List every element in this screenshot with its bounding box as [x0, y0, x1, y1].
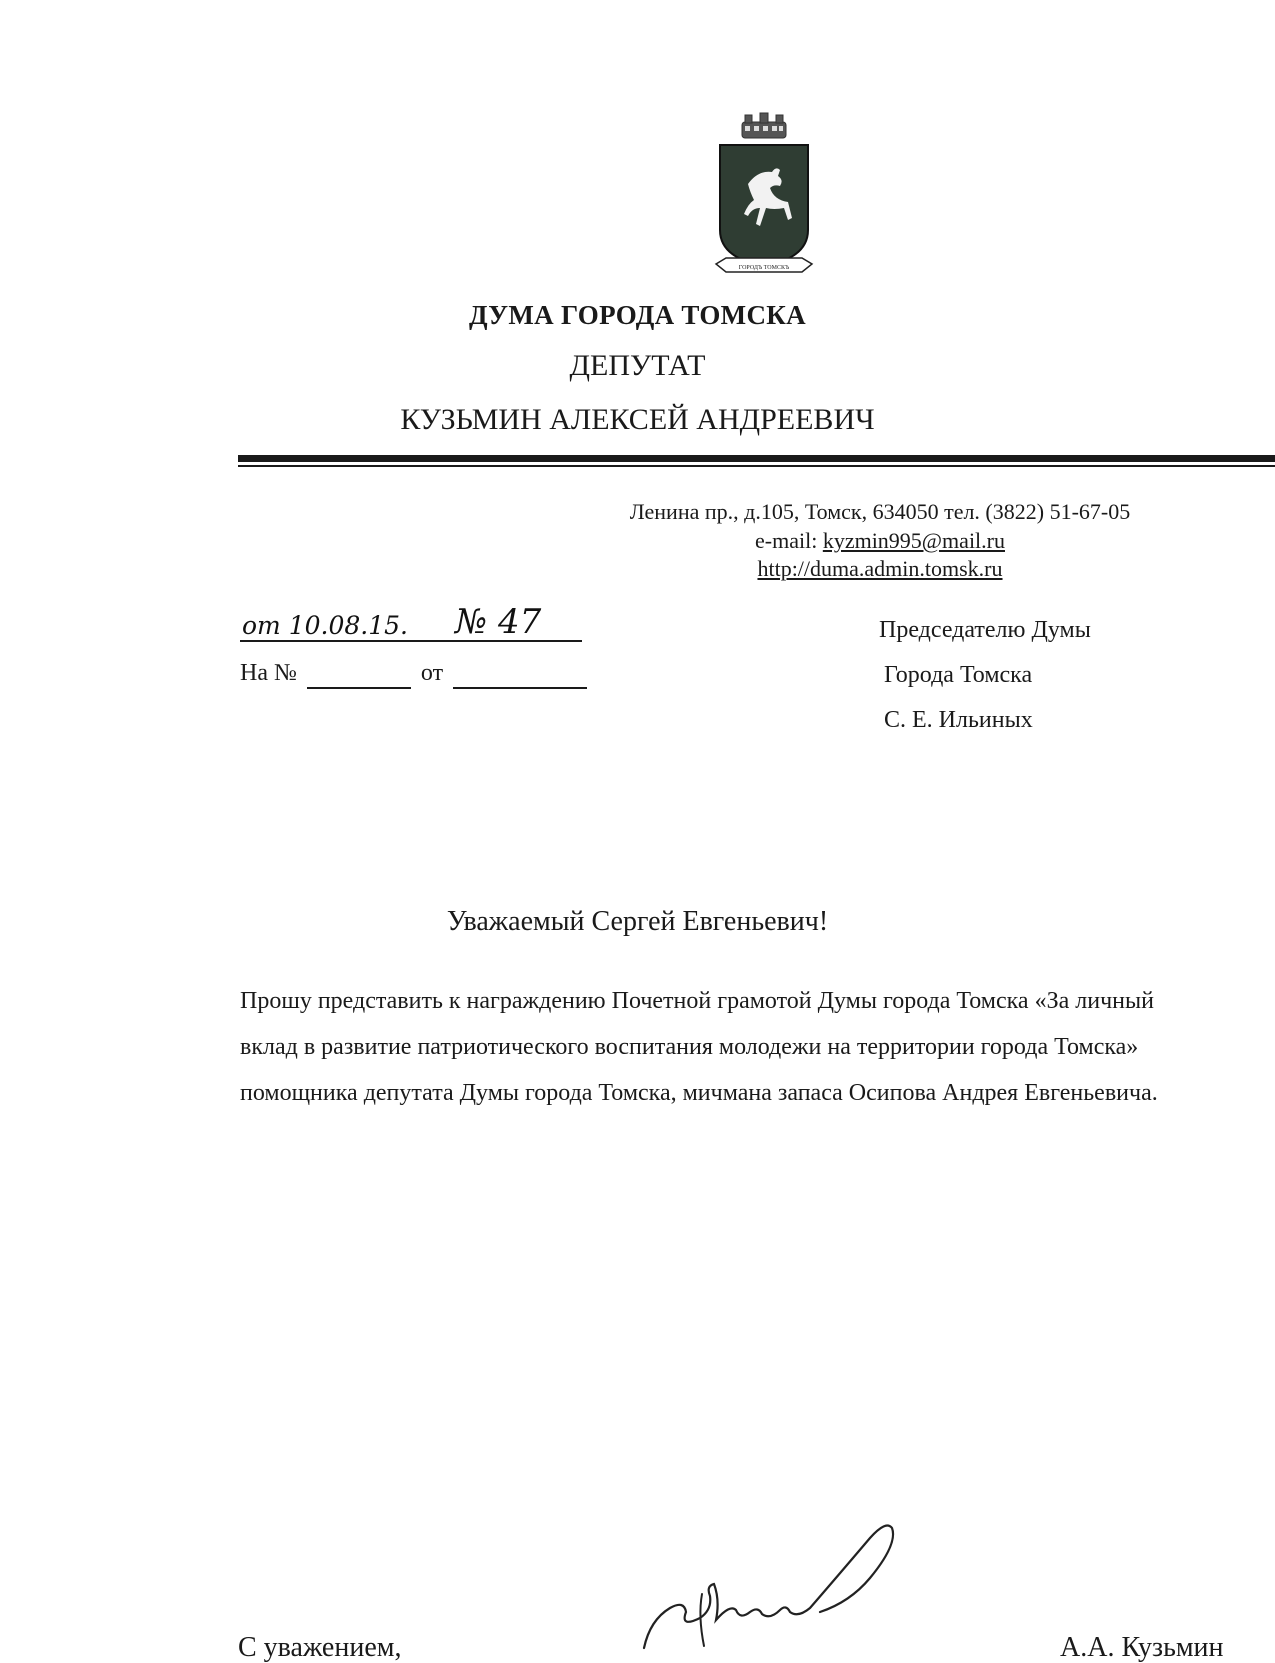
reference-date-blank: [453, 660, 587, 689]
signer-name: А.А. Кузьмин: [1060, 1632, 1224, 1663]
outgoing-number-field: [240, 602, 582, 642]
reference-line: [240, 660, 587, 689]
organization-title: ДУМА ГОРОДА ТОМСКА: [469, 300, 806, 330]
reference-number-label: На №: [240, 660, 297, 686]
website-link[interactable]: http://duma.admin.tomsk.ru: [757, 556, 1003, 581]
header-divider-thin: [238, 465, 1275, 467]
reference-date-label: от: [420, 660, 444, 686]
email-link[interactable]: kyzmin995@mail.ru: [822, 528, 1005, 553]
position-title: ДЕПУТАТ: [569, 349, 706, 382]
greeting: Уважаемый Сергей Евгеньевич!: [446, 906, 829, 937]
body-line-1: Прошу представить к награждению Почетной грамотой Думы города Томска «За личный: [240, 988, 1154, 1014]
emblem-motto: ГОРОДЪ ТОМСКЪ: [738, 265, 790, 271]
addressee-line-3: С. Е. Ильиных: [884, 707, 1033, 733]
website-line: [330, 556, 1275, 582]
email-line: [330, 528, 1275, 554]
body-line-3: помощника депутата Думы города Томска, мичмана запаса Осипова Андрея Евгеньевича.: [240, 1080, 1158, 1106]
handwritten-date: от 10.08.15.: [242, 611, 408, 640]
reference-number-blank: [307, 660, 411, 689]
addressee-line-1: Председателю Думы: [879, 617, 1091, 643]
email-label: e-mail:: [755, 528, 818, 553]
body-line-2: вклад в развитие патриотического воспитания молодежи на территории города Томска»: [240, 1034, 1139, 1060]
handwritten-number: № 47: [455, 602, 542, 642]
closing-phrase: С уважением,: [238, 1632, 402, 1663]
addressee-line-2: Города Томска: [884, 662, 1033, 688]
deputy-name: КУЗЬМИН АЛЕКСЕЙ АНДРЕЕВИЧ: [400, 403, 875, 436]
handwritten-signature: [640, 1508, 940, 1650]
postal-address: Ленина пр., д.105, Томск, 634050 тел. (3822) 51-67-05: [629, 499, 1131, 524]
coat-of-arms-emblem: [714, 112, 814, 288]
header-divider: [238, 455, 1275, 462]
